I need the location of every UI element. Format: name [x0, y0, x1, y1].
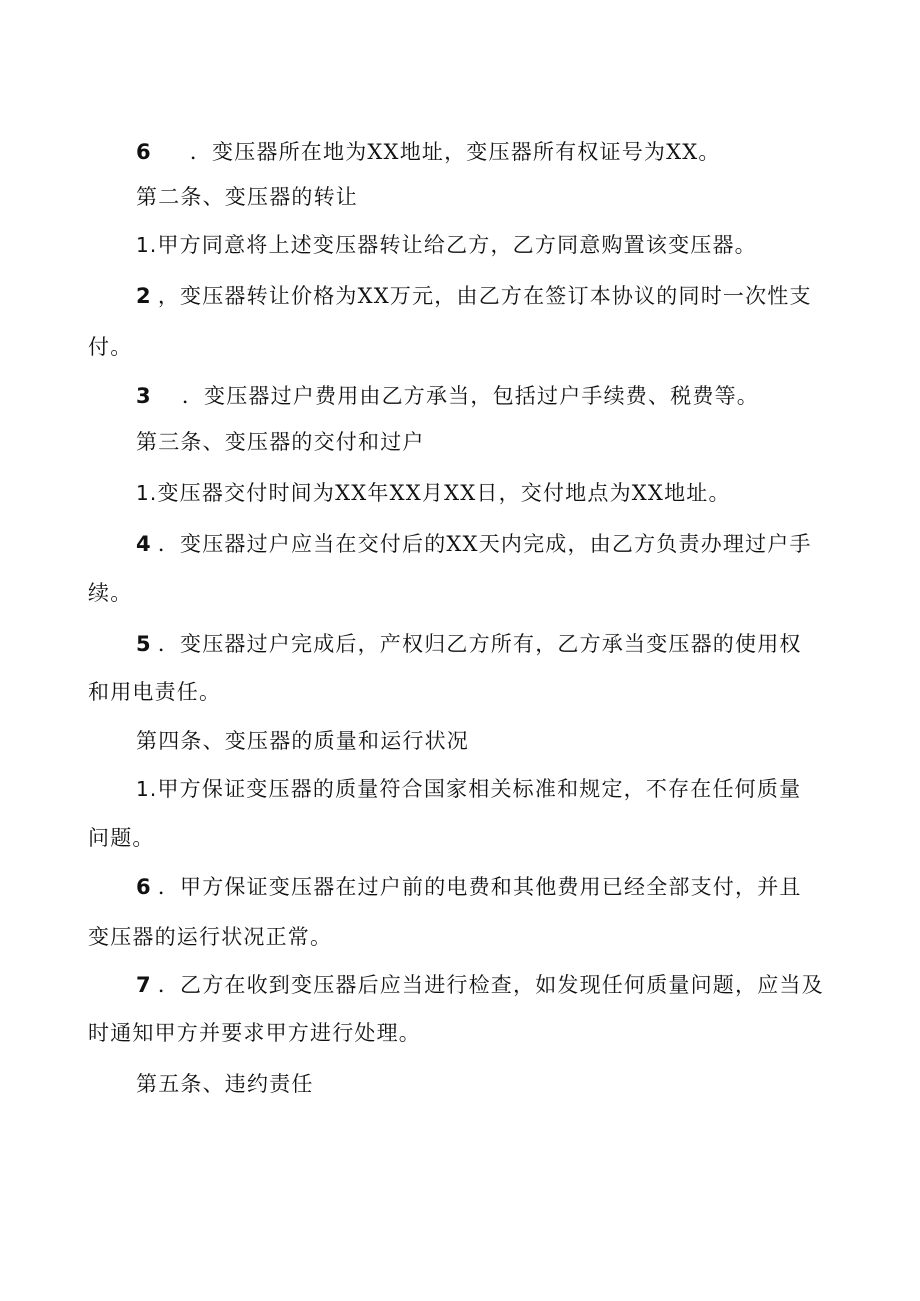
section-heading: [136, 729, 469, 753]
item-text: ．变压器过户应当在交付后的XX天内完成，由乙方负责办理过户手: [157, 532, 812, 556]
item-number: 5: [136, 632, 152, 656]
item-number: 1.: [136, 233, 158, 257]
item-text: 付。: [88, 335, 133, 359]
clause-item: [136, 532, 812, 556]
item-number: 3: [136, 384, 152, 408]
clause-item: [136, 973, 824, 997]
item-number: 7: [136, 973, 152, 997]
item-text: 续。: [88, 581, 133, 605]
continuation-line: [88, 581, 132, 605]
continuation-line: [88, 826, 155, 850]
item-number: 1.: [136, 481, 158, 505]
item-number: 6: [136, 875, 152, 899]
item-text: 时通知甲方并要求甲方进行处理。: [88, 1021, 421, 1045]
clause-item: [136, 284, 812, 308]
section-heading: [136, 185, 358, 209]
item-number: 1.: [136, 777, 158, 801]
item-text: ．甲方保证变压器在过户前的电费和其他费用已经全部支付，并且: [157, 875, 802, 899]
item-text: 和用电责任。: [88, 680, 222, 704]
continuation-line: [88, 925, 332, 949]
clause-item: [136, 233, 757, 257]
continuation-line: [88, 335, 132, 359]
clause-item: [136, 140, 721, 164]
heading-text: 第五条、违约责任: [136, 1072, 314, 1096]
item-text: ．乙方在收到变压器后应当进行检查，如发现任何质量问题，应当及: [157, 973, 824, 997]
clause-item: [136, 875, 802, 899]
clause-item: [136, 632, 802, 656]
item-text: ，变压器转让价格为XX万元，由乙方在签订本协议的同时一次性支: [157, 284, 812, 308]
continuation-line: [88, 1021, 421, 1045]
item-text: 甲方保证变压器的质量符合国家相关标准和规定，不存在任何质量: [157, 777, 802, 801]
heading-text: 第三条、变压器的交付和过户: [136, 430, 425, 454]
heading-text: 第四条、变压器的质量和运行状况: [136, 729, 469, 753]
section-heading: [136, 430, 425, 454]
item-text: 变压器的运行状况正常。: [88, 925, 333, 949]
clause-item: [136, 384, 759, 408]
heading-text: 第二条、变压器的转让: [136, 185, 358, 209]
item-number: 2: [136, 284, 152, 308]
item-text: ．变压器过户完成后，产权归乙方所有，乙方承当变压器的使用权: [157, 632, 802, 656]
item-text: ．变压器所在地为XX地址，变压器所有权证号为XX。: [189, 140, 721, 164]
continuation-line: [88, 680, 221, 704]
item-number: 4: [136, 532, 152, 556]
section-heading: [136, 1072, 314, 1096]
item-text: 甲方同意将上述变压器转让给乙方，乙方同意购置该变压器。: [157, 233, 757, 257]
item-text: 变压器交付时间为XX年XX月XX日，交付地点为XX地址。: [157, 481, 731, 505]
item-text: 问题。: [88, 826, 155, 850]
clause-item: [136, 481, 731, 505]
item-text: ．变压器过户费用由乙方承当，包括过户手续费、税费等。: [181, 384, 760, 408]
item-number: 6: [136, 140, 152, 164]
clause-item: [136, 777, 801, 801]
